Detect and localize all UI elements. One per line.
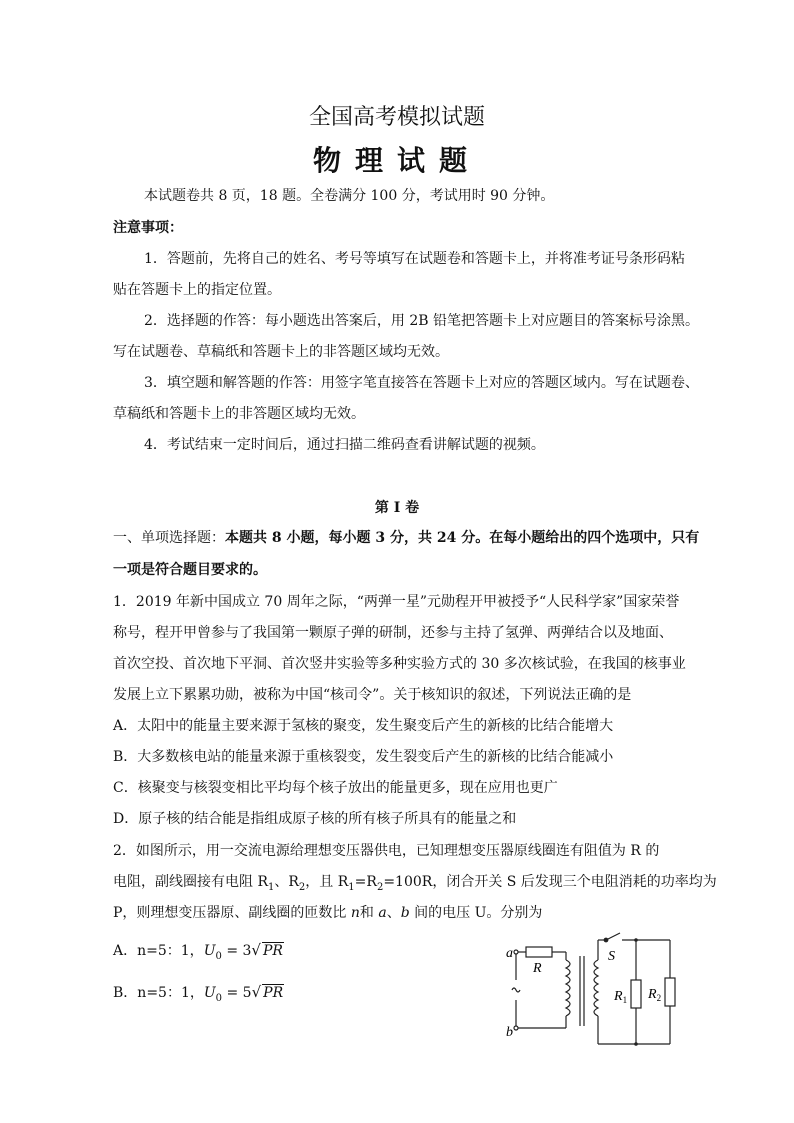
notice-item-2-line1: 2．选择题的作答：每小题选出答案后，用 2B 铅笔把答题卡上对应题目的答案标号涂黑。 xyxy=(144,313,700,329)
q2-option-a xyxy=(113,940,284,961)
q2-line3-part: P，则理想变压器原、副线圈的匝数比 xyxy=(113,905,351,921)
notice-item-1-line2: 贴在答题卡上的指定位置。 xyxy=(113,282,281,298)
q1-option-b: B．大多数核电站的能量来源于重核裂变，发生裂变后产生的新核的比结合能减小 xyxy=(113,749,614,765)
q1-option-a: A．太阳中的能量主要来源于氢核的聚变，发生聚变后产生的新核的比结合能增大 xyxy=(113,718,614,734)
q1-line1: 1．2019 年新中国成立 70 周年之际，“两弹一星”元勋程开甲被授予“人民科学家”国家荣誉 xyxy=(113,594,680,610)
q1-option-d: D．原子核的结合能是指组成原子核的所有核子所具有的能量之和 xyxy=(113,811,517,827)
voltage-symbol: U xyxy=(203,985,216,1001)
q1-line3: 首次空投、首次地下平洞、首次竖井实验等多种实验方式的 30 多次核试验，在我国的核事业 xyxy=(113,656,686,672)
option-prefix: A． xyxy=(113,943,138,959)
radicand: PR xyxy=(262,943,283,959)
q2-line2-part: 电阻，副线圈接有电阻 R xyxy=(113,874,268,890)
q2-line1: 2．如图所示，用一交流电源给理想变压器供电，已知理想变压器原线圈连有阻值为 R 的 xyxy=(113,843,660,859)
option-eq: = 5 xyxy=(222,985,252,1001)
sqrt-icon: √ xyxy=(251,983,262,1001)
notice-item-4-line1: 4．考试结束一定时间后，通过扫描二维码查看讲解试题的视频。 xyxy=(144,437,545,453)
notice-item-3-line1: 3．填空题和解答题的作答：用签字笔直接答在答题卡上对应的答题区域内。写在试题卷、 xyxy=(144,375,699,391)
q2-option-b xyxy=(113,982,284,1003)
section-1-rest: 本题共 8 小题，每小题 3 分，共 24 分。在每小题给出的四个选项中，只有 xyxy=(225,530,700,546)
label-r1-main: R xyxy=(614,989,623,1004)
section-1-heading xyxy=(113,528,699,548)
subject-title: 物理试题 xyxy=(312,144,481,177)
volume-heading: 第 I 卷 xyxy=(374,500,420,516)
q1-line4: 发展上立下累累功勋，被称为中国“核司令”。关于核知识的叙述，下列说法正确的是 xyxy=(113,687,632,703)
q2-line3 xyxy=(113,903,542,923)
option-ratio: n=5：1， xyxy=(137,985,204,1001)
sqrt-icon: √ xyxy=(251,941,261,959)
section-1-prefix: 一、单项选择题： xyxy=(113,530,225,546)
notice-item-1-line1: 1．答题前，先将自己的姓名、考号等填写在试题卷和答题卡上，并将准考证号条形码粘 xyxy=(144,251,685,267)
transformer-circuit-diagram xyxy=(500,930,700,1050)
label-a: a xyxy=(506,946,513,961)
resistor-r2 xyxy=(665,978,675,1006)
radicand: PR xyxy=(263,985,284,1001)
resistor-r1 xyxy=(631,980,641,1008)
intro-text: 本试题卷共 8 页，18 题。全卷满分 100 分，考试用时 90 分钟。 xyxy=(144,188,555,204)
secondary-coil xyxy=(594,960,598,1016)
notice-item-3-line2: 草稿纸和答题卡上的非答题区域均无效。 xyxy=(113,406,365,422)
exam-title: 全国高考模拟试题 xyxy=(308,105,485,130)
subscript: 2 xyxy=(376,881,384,893)
label-r1-sub: 1 xyxy=(622,995,628,1005)
label-r2-main: R xyxy=(648,987,657,1002)
ac-source-icon xyxy=(512,988,520,992)
var-b: b xyxy=(400,905,410,921)
q2-line3-part: 和 xyxy=(359,905,379,921)
notice-heading: 注意事项： xyxy=(113,220,183,236)
q2-line2-part: =100R，闭合开关 S 后发现三个电阻消耗的功率均为 xyxy=(383,874,717,890)
terminal-a xyxy=(514,950,518,954)
q2-line2 xyxy=(113,872,717,892)
q1-option-c: C．核聚变与核裂变相比平均每个核子放出的能量更多，现在应用也更广 xyxy=(113,780,558,796)
q2-line2-part: =R xyxy=(354,874,377,890)
voltage-symbol: U xyxy=(203,943,216,959)
option-eq: = 3 xyxy=(221,943,252,959)
label-r2 xyxy=(647,987,661,1003)
label-r2-sub: 2 xyxy=(656,993,662,1003)
section-1-line2: 一项是符合题目要求的。 xyxy=(113,562,267,578)
option-prefix: B． xyxy=(113,985,138,1001)
primary-coil xyxy=(566,960,570,1016)
q2-line3-part: 间的电压 U。分别为 xyxy=(409,905,543,921)
terminal-b xyxy=(514,1026,518,1030)
subscript: 0 xyxy=(215,950,222,962)
q1-line2: 称号，程开甲曾参与了我国第一颗原子弹的研制，还参与主持了氢弹、两弹结合以及地面、 xyxy=(113,625,673,641)
notice-item-2-line2: 写在试题卷、草稿纸和答题卡上的非答题区域均无效。 xyxy=(113,344,449,360)
label-s: S xyxy=(608,949,615,964)
q2-line2-part: 、R xyxy=(274,874,299,890)
var-n: n xyxy=(350,905,360,921)
subscript: 1 xyxy=(348,881,355,893)
option-ratio: n=5：1， xyxy=(137,943,204,959)
q2-line2-part: ，且 R xyxy=(305,874,349,890)
subscript: 1 xyxy=(268,881,275,893)
switch-s xyxy=(606,933,620,940)
q2-line3-part: 、 xyxy=(386,905,401,921)
subscript: 0 xyxy=(215,992,223,1004)
resistor-r xyxy=(526,947,552,957)
label-r1 xyxy=(613,989,627,1005)
var-a: a xyxy=(378,905,387,921)
label-r: R xyxy=(533,961,542,976)
subscript: 2 xyxy=(298,881,306,893)
label-b: b xyxy=(506,1025,513,1040)
